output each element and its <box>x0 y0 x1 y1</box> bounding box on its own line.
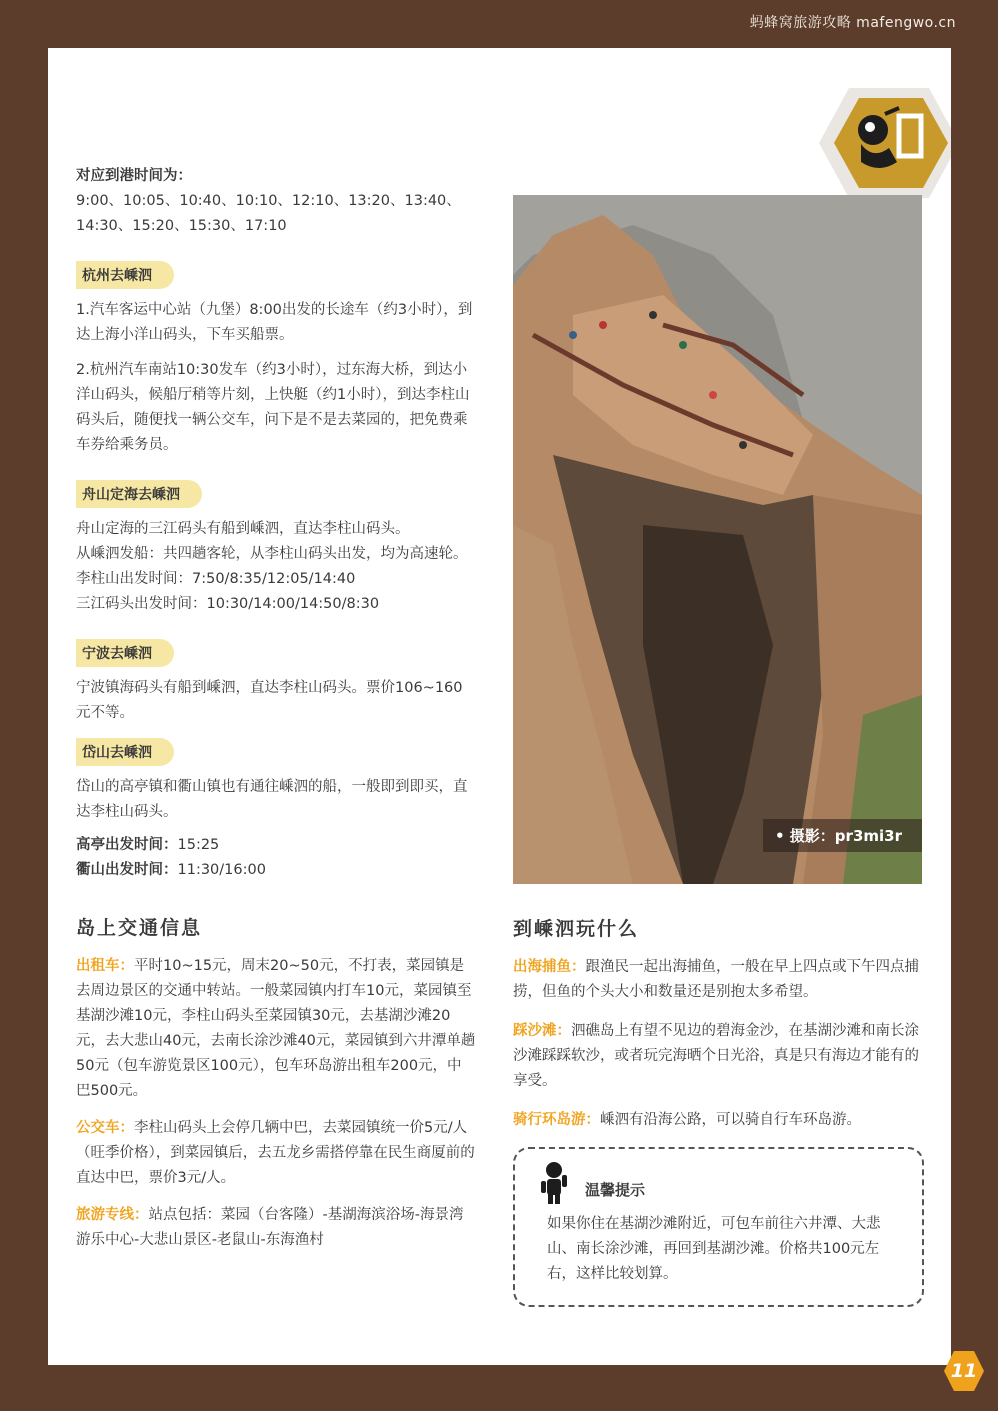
island-transport-title: 岛上交通信息 <box>76 917 203 939</box>
left-column <box>76 164 476 1265</box>
zhoushan-line-3: 李柱山出发时间：7:50/8:35/12:05/14:40 <box>76 571 356 587</box>
tour-line-text: 站点包括：菜园（台客隆）-基湖海滨浴场-海景湾游乐中心-大悲山景区-老鼠山-东海渔村 <box>76 1207 464 1248</box>
ningbo-text: 宁波镇海码头有船到嵊泗，直达李柱山码头。票价106~160元不等。 <box>76 680 463 721</box>
what-to-do-title: 到嵊泗玩什么 <box>513 918 640 940</box>
tip-text: 如果你住在基湖沙滩附近，可包车前往六井潭、大悲山、南长涂沙滩，再回到基湖沙滩。价格共100元左右，这样比较划算。 <box>547 1216 881 1282</box>
arrival-times-line-2: 14:30、15:20、15:30、17:10 <box>76 218 287 234</box>
mafengwo-logo <box>801 78 951 208</box>
taxi-label: 出租车： <box>76 958 134 974</box>
page-number: 11 <box>950 1360 978 1382</box>
qushan-label: 衢山出发时间： <box>76 862 178 878</box>
zhoushan-title: 舟山定海去嵊泗 <box>76 480 202 508</box>
cliff-photo <box>513 195 922 884</box>
hangzhou-title: 杭州去嵊泗 <box>76 261 174 289</box>
qushan-time: 11:30/16:00 <box>177 862 266 878</box>
arrival-times-line-1: 9:00、10:05、10:40、10:10、12:10、13:20、13:40、 <box>76 193 461 209</box>
person-icon <box>539 1161 569 1209</box>
zhoushan-line-2: 从嵊泗发船：共四趟客轮，从李柱山码头出发，均为高速轮。 <box>76 546 468 562</box>
right-column <box>513 195 923 1307</box>
hangzhou-section <box>76 261 476 458</box>
island-transport-section <box>76 913 476 1253</box>
site-header: 蚂蜂窝旅游攻略 mafengwo.cn <box>749 15 956 31</box>
tip-box <box>513 1147 924 1307</box>
zhoushan-section <box>76 480 476 617</box>
tip-title: 温馨提示 <box>585 1181 646 1199</box>
hangzhou-route-1: 1.汽车客运中心站（九堡）8:00出发的长途车（约3小时），到达上海小洋山码头，下车买船票。 <box>76 302 473 343</box>
cycling-label: 骑行环岛游： <box>513 1112 600 1128</box>
daishan-section <box>76 738 476 883</box>
page <box>48 48 951 1365</box>
ningbo-title: 宁波去嵊泗 <box>76 639 174 667</box>
taxi-text: 平时10~15元，周末20~50元，不打表，菜园镇是去周边景区的交通中转站。一般菜园镇内打车10元，菜园镇至基湖沙滩10元，李柱山码头至菜园镇30元，去基湖沙滩20元，去大悲山40元，去南长涂沙滩40元，菜园镇到六井潭单趟50元（包车游览景区100元），包车环岛游出租车200元，中巴500元。 <box>76 958 476 1099</box>
daishan-title: 岱山去嵊泗 <box>76 738 174 766</box>
fishing-text: 跟渔民一起出海捕鱼，一般在早上四点或下午四点捕捞，但鱼的个头大小和数量还是别抱太多希望。 <box>513 959 919 1000</box>
gaoting-label: 高亭出发时间： <box>76 837 178 853</box>
page-number-badge <box>942 1349 986 1393</box>
zhoushan-line-1: 舟山定海的三江码头有船到嵊泗，直达李柱山码头。 <box>76 521 410 537</box>
arrival-label: 对应到港时间为： <box>76 168 192 184</box>
fishing-label: 出海捕鱼： <box>513 959 586 975</box>
gaoting-time: 15:25 <box>177 837 220 853</box>
daishan-text: 岱山的高亭镇和衢山镇也有通往嵊泗的船，一般即到即买，直达李柱山码头。 <box>76 779 468 820</box>
sand-label: 踩沙滩： <box>513 1023 571 1039</box>
bus-label: 公交车： <box>76 1120 134 1136</box>
ningbo-section <box>76 639 476 726</box>
bus-text: 李柱山码头上会停几辆中巴，去菜园镇统一价5元/人（旺季价格），到菜园镇后，去五龙乡需搭停靠在民生商厦前的直达中巴，票价3元/人。 <box>76 1120 475 1186</box>
sand-text: 泗礁岛上有望不见边的碧海金沙，在基湖沙滩和南长涂沙滩踩踩软沙，或者玩完海晒个日光浴，真是只有海边才能有的享受。 <box>513 1023 919 1089</box>
hangzhou-route-2: 2.杭州汽车南站10:30发车（约3小时），过东海大桥，到达小洋山码头，候船厅稍等片刻，上快艇（约1小时），到达李柱山码头后，随便找一辆公交车，问下是不是去菜园的，把免费乘车券给乘务员。 <box>76 362 470 453</box>
zhoushan-line-4: 三江码头出发时间：10:30/14:00/14:50/8:30 <box>76 596 380 612</box>
cycling-text: 嵊泗有沿海公路，可以骑自行车环岛游。 <box>600 1112 861 1128</box>
tour-line-label: 旅游专线： <box>76 1207 149 1223</box>
photo-credit: • 摄影：pr3mi3r <box>763 819 922 852</box>
